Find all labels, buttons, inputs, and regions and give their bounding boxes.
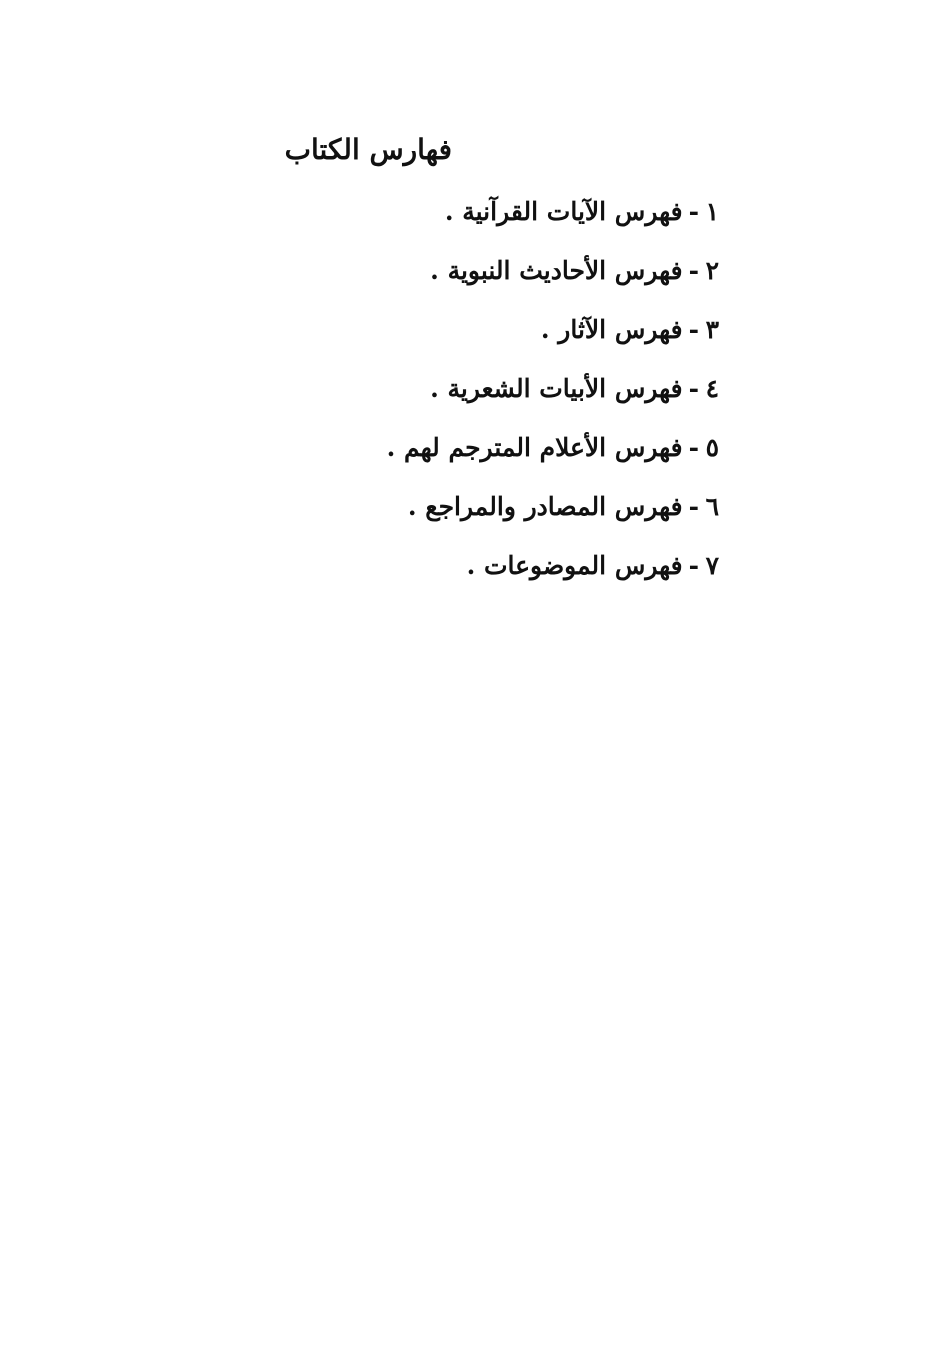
item-separator: -	[688, 433, 699, 462]
index-item-hadiths	[159, 249, 719, 308]
index-item-quran-verses	[159, 190, 719, 249]
item-separator: -	[688, 551, 699, 580]
item-number: ٣	[705, 315, 719, 344]
item-number: ٤	[705, 374, 719, 403]
item-number: ٢	[705, 256, 719, 285]
item-text: فهرس الآثار .	[540, 315, 683, 344]
item-separator: -	[688, 315, 699, 344]
item-separator: -	[688, 492, 699, 521]
item-separator: -	[688, 256, 699, 285]
index-list	[159, 190, 719, 603]
index-item-topics	[159, 544, 719, 603]
index-item-sources-references	[159, 485, 719, 544]
item-separator: -	[688, 197, 699, 226]
item-text: فهرس الأبيات الشعرية .	[430, 374, 683, 403]
page-title: فهارس الكتاب	[284, 133, 452, 166]
item-number: ١	[705, 197, 719, 226]
item-number: ٧	[705, 551, 719, 580]
item-text: فهرس المصادر والمراجع .	[407, 492, 683, 521]
index-item-athar	[159, 308, 719, 367]
index-item-biographies	[159, 426, 719, 485]
index-item-poetry-verses	[159, 367, 719, 426]
item-text: فهرس الأعلام المترجم لهم .	[386, 433, 683, 462]
item-number: ٥	[705, 433, 719, 462]
item-text: فهرس الموضوعات .	[466, 551, 683, 580]
item-number: ٦	[705, 492, 719, 521]
item-text: فهرس الأحاديث النبوية .	[430, 256, 683, 285]
item-separator: -	[688, 374, 699, 403]
item-text: فهرس الآيات القرآنية .	[444, 197, 683, 226]
